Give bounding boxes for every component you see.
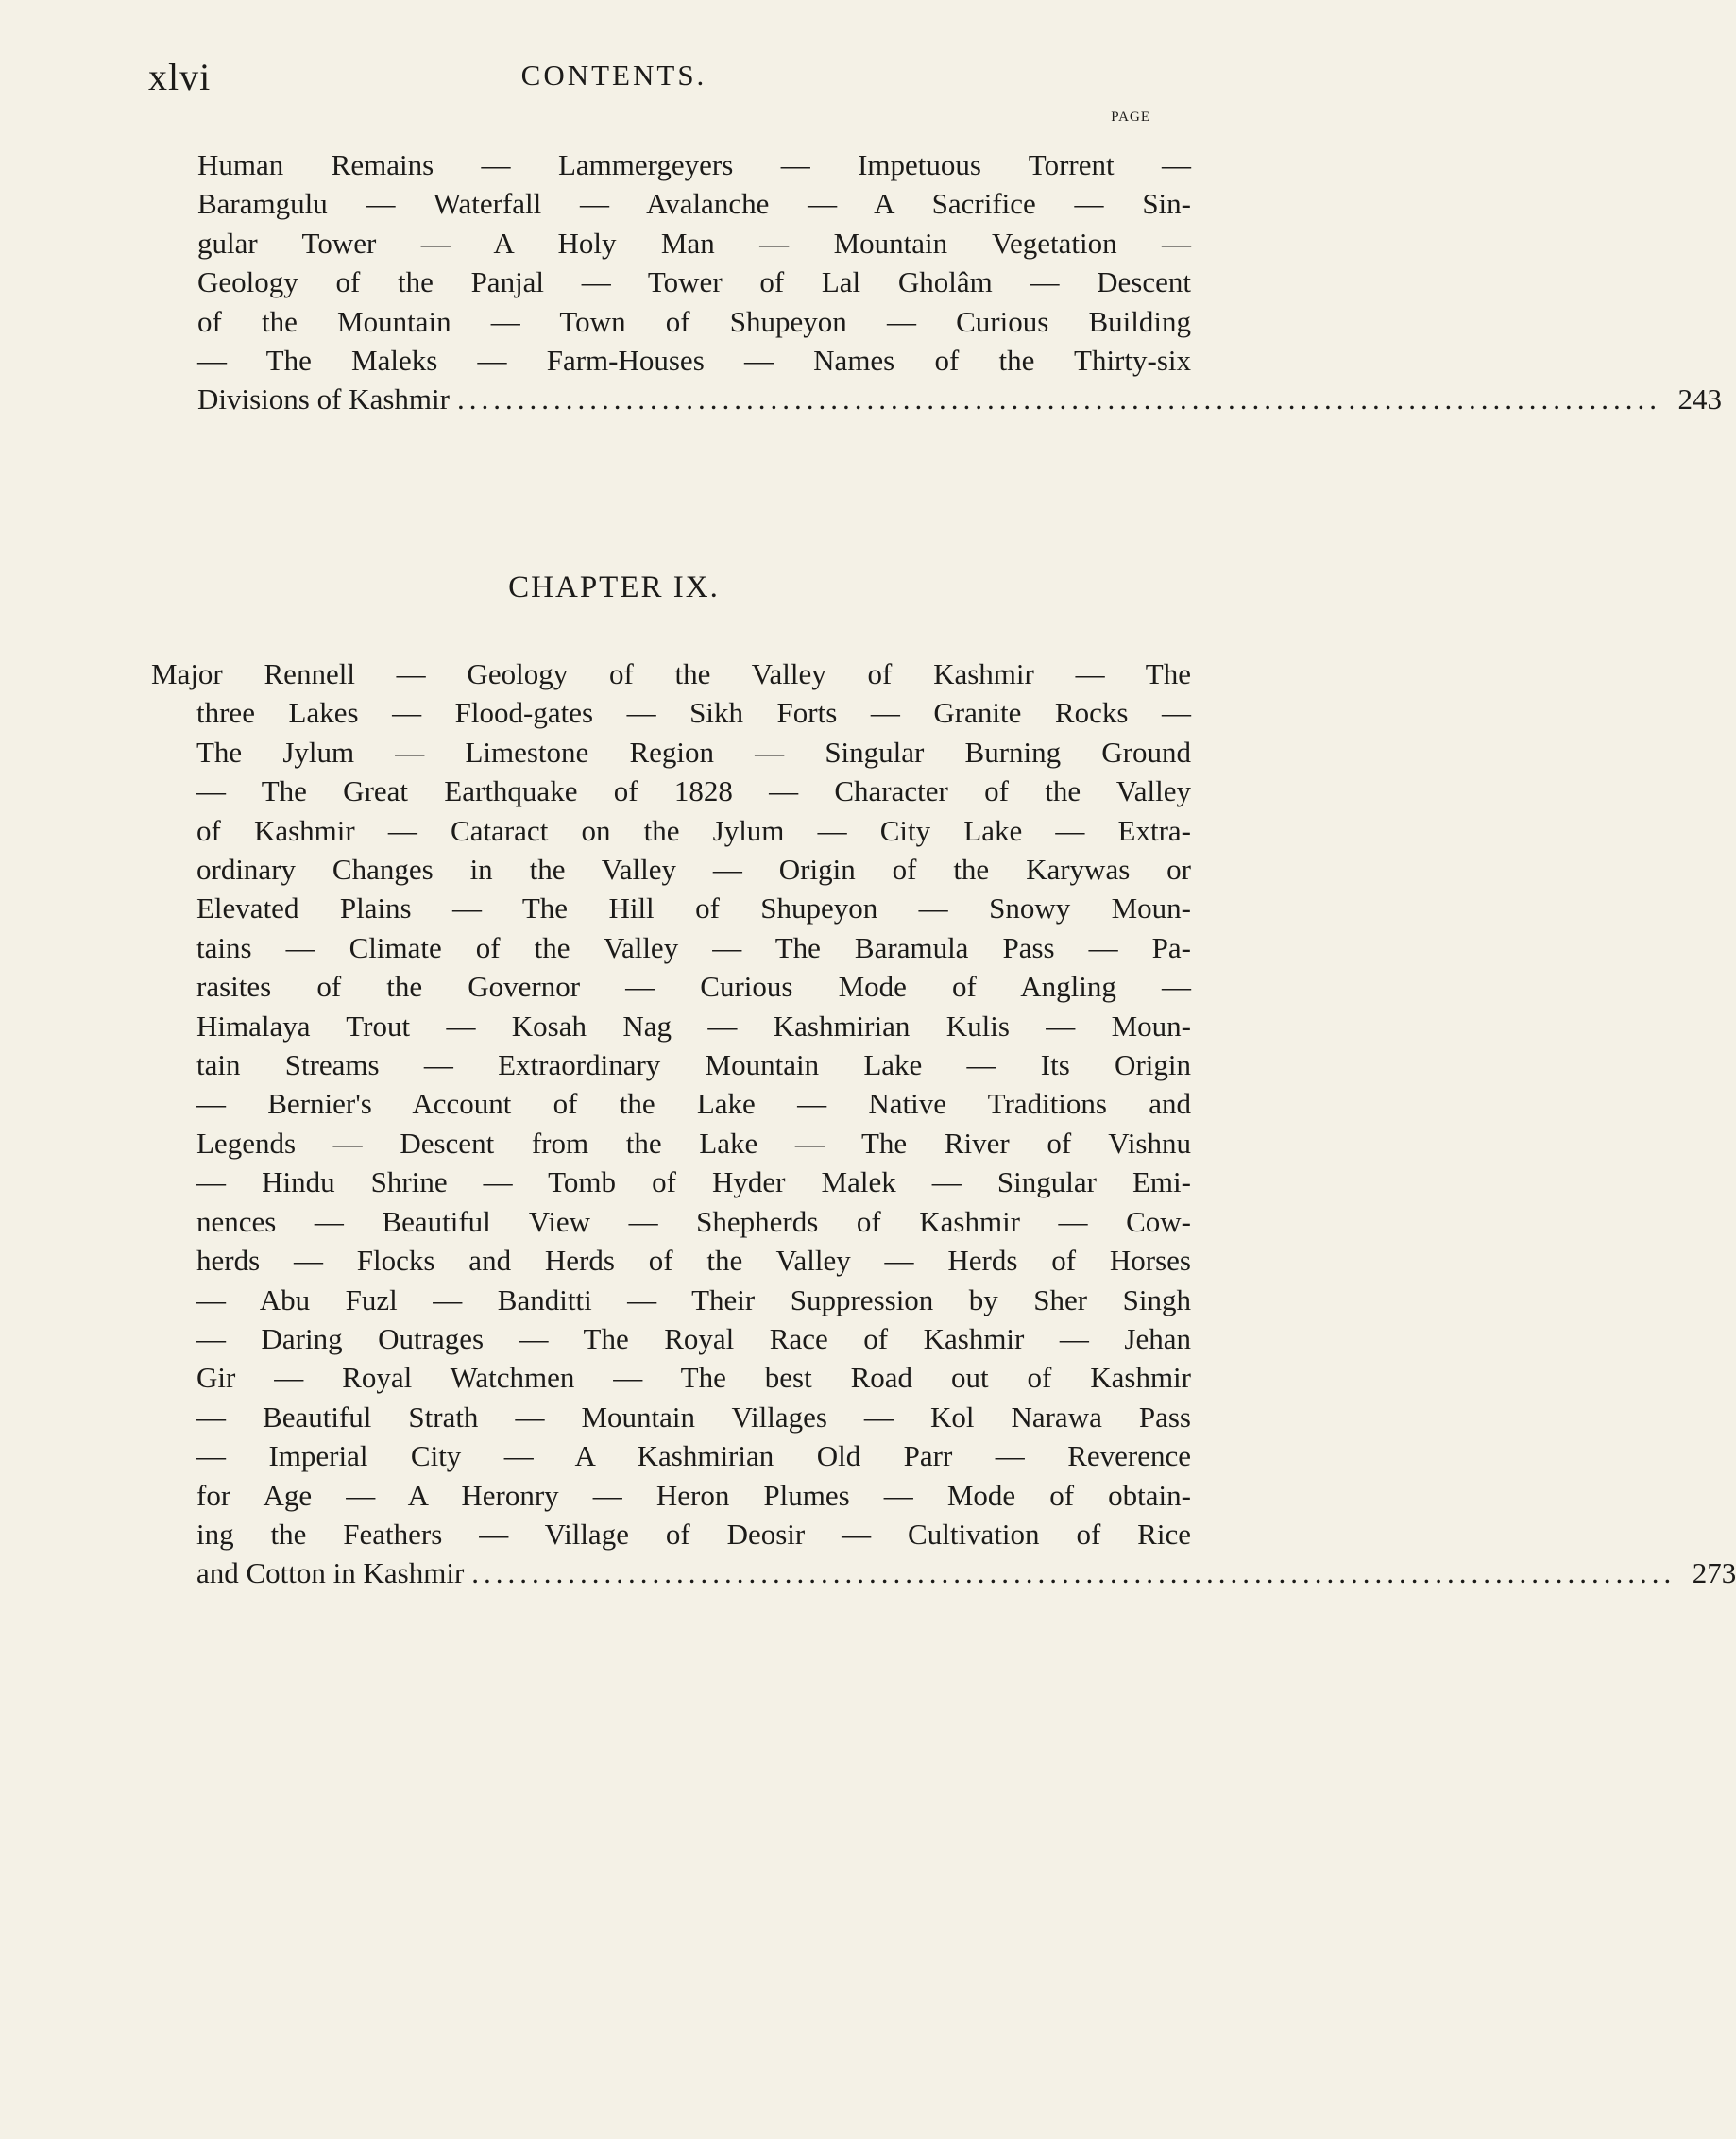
entry-line: — Bernier's Account of the Lake — Native Traditions and: [196, 1087, 1191, 1121]
entry-line: for Age — A Heronry — Heron Plumes — Mode of obtain-: [196, 1478, 1191, 1512]
entry-line: Himalaya Trout — Kosah Nag — Kashmirian Kulis — Moun-: [196, 1009, 1191, 1043]
entry-line: — Hindu Shrine — Tomb of Hyder Malek — Singular Emi-: [196, 1165, 1191, 1199]
entry-line: — Abu Fuzl — Banditti — Their Suppression by Sher Singh: [196, 1282, 1191, 1316]
running-head: CONTENTS.: [520, 59, 707, 92]
entry-line: nences — Beautiful View — Shepherds of Kashmir — Cow-: [196, 1204, 1191, 1238]
entry-line: ordinary Changes in the Valley — Origin of the Karywas or: [196, 853, 1191, 887]
dot-leader: ....................................................................................................: [471, 1556, 1676, 1590]
entry-line: — The Great Earthquake of 1828 — Character of the Valley: [196, 774, 1191, 808]
entry-line-text: and Cotton in Kashmir: [196, 1556, 465, 1590]
entry-line: The Jylum — Limestone Region — Singular Burning Ground: [196, 735, 1191, 769]
entry-line: ing the Feathers — Village of Deosir — Cultivation of Rice: [196, 1517, 1191, 1551]
entry-line: — Imperial City — A Kashmirian Old Parr — Reverence: [196, 1439, 1191, 1473]
page-number: 273: [1692, 1556, 1736, 1590]
entry-line: Legends — Descent from the Lake — The River of Vishnu: [196, 1126, 1191, 1160]
folio-number: xlvi: [148, 56, 212, 98]
page-column-label: PAGE: [1111, 110, 1150, 125]
entry-line: Elevated Plains — The Hill of Shupeyon — Snowy Moun-: [196, 891, 1191, 925]
entry-first-line: Major Rennell — Geology of the Valley of Kashmir — The: [151, 657, 1191, 690]
entry-line: tain Streams — Extraordinary Mountain Lake — Its Origin: [196, 1048, 1191, 1082]
entry-line: three Lakes — Flood-gates — Sikh Forts — Granite Rocks —: [196, 696, 1191, 730]
entry-line: rasites of the Governor — Curious Mode of Angling —: [196, 970, 1191, 1004]
entry-line: — Daring Outrages — The Royal Race of Kashmir — Jehan: [196, 1321, 1191, 1355]
entry-line: of the Mountain — Town of Shupeyon — Curious Building: [197, 304, 1191, 338]
entry-line: herds — Flocks and Herds of the Valley — Herds of Horses: [196, 1244, 1191, 1278]
contents-entry-chapter-9: [151, 654, 1736, 1593]
chapter-heading: CHAPTER IX.: [508, 570, 720, 604]
contents-entry-chapter-8-continued: [197, 145, 1722, 419]
entry-line: tains — Climate of the Valley — The Baramula Pass — Pa-: [196, 930, 1191, 964]
dot-leader: ....................................................................................................: [456, 382, 1661, 416]
entry-line: of Kashmir — Cataract on the Jylum — City Lake — Extra-: [196, 813, 1191, 847]
entry-last-line: [151, 1553, 1736, 1592]
entry-last-line: [197, 380, 1722, 418]
entry-line: — The Maleks — Farm-Houses — Names of the Thirty-six: [197, 344, 1191, 378]
entry-line: — Beautiful Strath — Mountain Villages — Kol Narawa Pass: [196, 1400, 1191, 1434]
entry-line: gular Tower — A Holy Man — Mountain Vegetation —: [197, 226, 1191, 260]
entry-line: Gir — Royal Watchmen — The best Road out of Kashmir: [196, 1361, 1191, 1395]
entry-line: Geology of the Panjal — Tower of Lal Gholâm — Descent: [197, 265, 1191, 299]
entry-line-text: Divisions of Kashmir: [197, 382, 450, 416]
page-number: 243: [1677, 382, 1722, 416]
entry-line: Human Remains — Lammergeyers — Impetuous Torrent —: [197, 148, 1191, 181]
entry-line: Baramgulu — Waterfall — Avalanche — A Sacrifice — Sin-: [197, 187, 1191, 221]
